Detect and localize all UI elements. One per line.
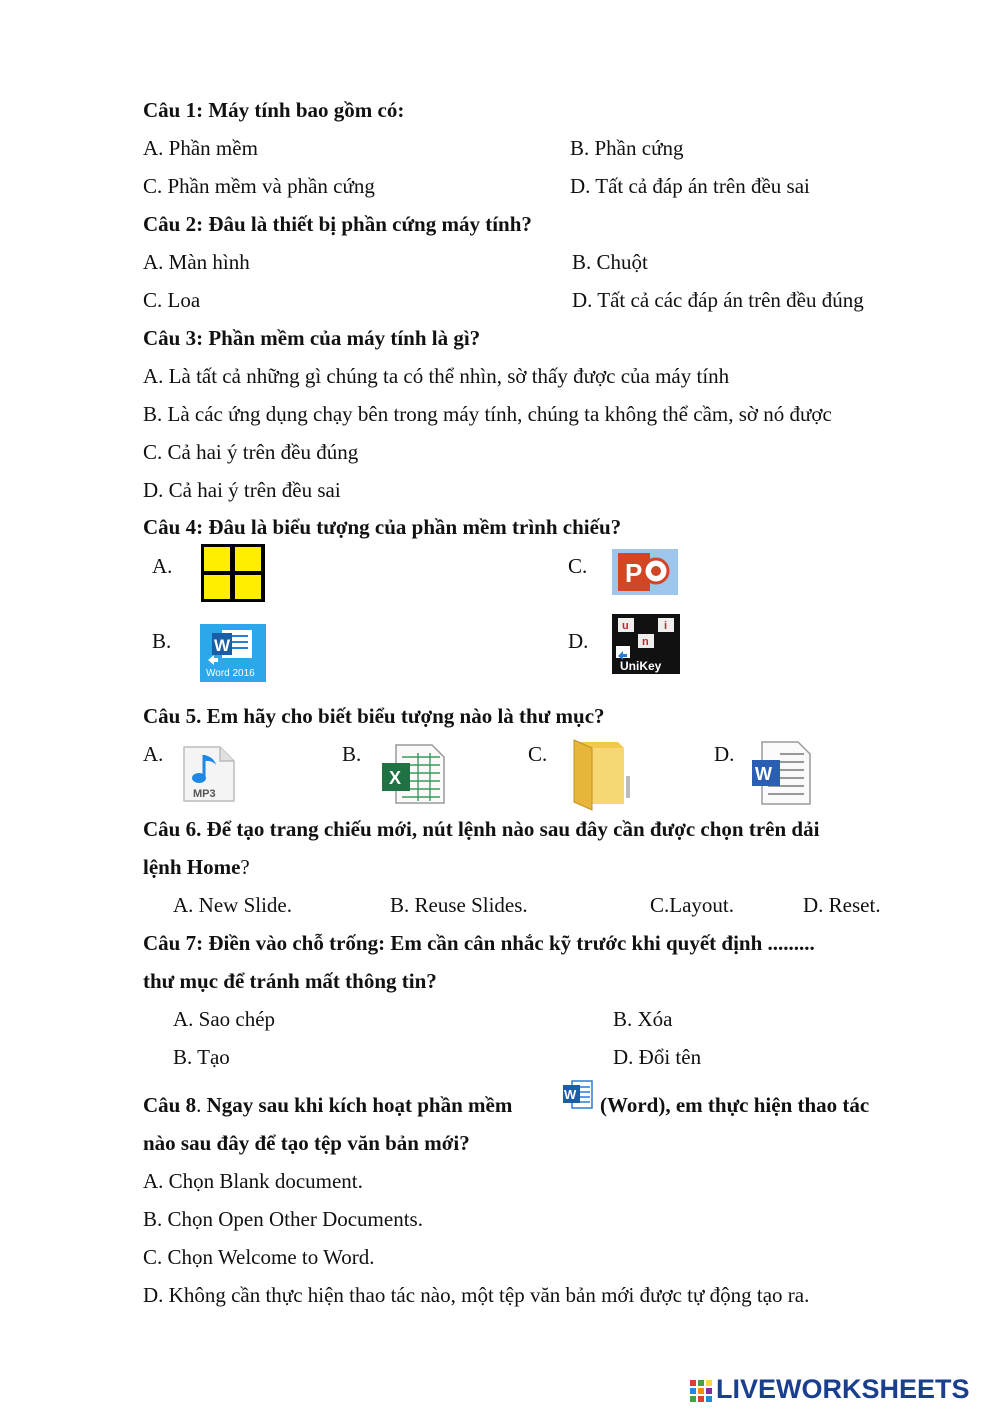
question-4-option-b-label[interactable]: B. — [152, 629, 172, 653]
question-1-option-c[interactable]: C. Phần mềm và phần cứng — [143, 174, 375, 198]
question-8-option-c[interactable]: C. Chọn Welcome to Word. — [143, 1245, 375, 1269]
liveworksheets-brand — [690, 1374, 970, 1404]
grid-squares-icon[interactable] — [200, 543, 266, 603]
question-6-option-b[interactable]: B. Reuse Slides. — [390, 893, 528, 917]
svg-text:W: W — [214, 636, 231, 655]
question-7-option-d[interactable]: D. Đổi tên — [613, 1045, 702, 1069]
question-8-number: Câu 8 — [143, 1093, 197, 1117]
svg-text:i: i — [664, 620, 668, 632]
question-3-option-b[interactable]: B. Là các ứng dụng chạy bên trong máy tính, chúng ta không thể cầm, sờ nó được — [143, 402, 832, 426]
unikey-icon[interactable] — [612, 614, 680, 674]
svg-text:n: n — [642, 636, 649, 648]
question-2-option-c[interactable]: C. Loa — [143, 288, 201, 312]
question-6-option-a[interactable]: A. New Slide. — [173, 893, 292, 917]
question-1-option-d[interactable]: D. Tất cả đáp án trên đều sai — [570, 174, 810, 198]
mp3-file-icon[interactable] — [180, 745, 240, 807]
question-7-title-line-2: thư mục để tránh mất thông tin? — [143, 969, 437, 993]
question-7-title-line-1: Câu 7: Điền vào chỗ trống: Em cần cân nhắc kỹ trước khi quyết định ......... — [143, 931, 815, 955]
question-4-option-c-label[interactable]: C. — [568, 554, 588, 578]
question-5-option-b-label[interactable]: B. — [342, 742, 362, 766]
word-file-icon[interactable] — [750, 740, 812, 810]
question-8-title-line-1 — [143, 1092, 512, 1118]
question-6-option-d[interactable]: D. Reset. — [803, 893, 881, 917]
question-4-option-a-label[interactable]: A. — [152, 554, 173, 578]
question-1-option-a[interactable]: A. Phần mềm — [143, 136, 258, 160]
question-8-title-part-1: Ngay sau khi kích hoạt phần mềm — [206, 1093, 513, 1117]
powerpoint-icon[interactable] — [612, 549, 678, 595]
word-app-icon — [562, 1080, 594, 1110]
question-2-title: Câu 2: Đâu là thiết bị phần cứng máy tính? — [143, 212, 532, 236]
svg-text:u: u — [622, 620, 629, 632]
question-3-option-a[interactable]: A. Là tất cả những gì chúng ta có thể nhìn, sờ thấy được của máy tính — [143, 364, 730, 388]
question-6-title-line-2 — [143, 854, 250, 880]
unikey-caption: UniKey — [620, 659, 662, 673]
question-5-option-d-label[interactable]: D. — [714, 742, 735, 766]
question-2-option-d[interactable]: D. Tất cả các đáp án trên đều đúng — [572, 288, 864, 312]
question-7-option-b[interactable]: B. Xóa — [613, 1007, 673, 1031]
folder-icon[interactable] — [568, 736, 634, 812]
liveworksheets-logo-icon — [690, 1380, 712, 1402]
liveworksheets-brand-text: LIVEWORKSHEETS — [716, 1374, 970, 1404]
svg-text:P: P — [625, 558, 643, 588]
question-6-title-home: lệnh Home — [143, 855, 241, 879]
question-8-option-d[interactable]: D. Không cần thực hiện thao tác nào, một tệp văn bản mới được tự động tạo ra. — [143, 1283, 810, 1307]
question-5-title: Câu 5. Em hãy cho biết biểu tượng nào là thư mục? — [143, 704, 605, 728]
svg-text:W: W — [564, 1087, 577, 1102]
question-2-option-b[interactable]: B. Chuột — [572, 250, 648, 274]
question-5-option-a-label[interactable]: A. — [143, 742, 164, 766]
question-7-option-c[interactable]: B. Tạo — [173, 1045, 230, 1069]
question-8-option-a[interactable]: A. Chọn Blank document. — [143, 1169, 363, 1193]
question-8-title-line-2: nào sau đây để tạo tệp văn bản mới? — [143, 1131, 470, 1155]
question-3-option-c[interactable]: C. Cả hai ý trên đều đúng — [143, 440, 359, 464]
question-6-option-c[interactable]: C.Layout. — [650, 893, 734, 917]
mp3-caption: MP3 — [193, 788, 216, 800]
question-4-option-d-label[interactable]: D. — [568, 629, 589, 653]
question-3-option-d[interactable]: D. Cả hai ý trên đều sai — [143, 478, 341, 502]
svg-text:W: W — [755, 764, 772, 784]
question-4-title: Câu 4: Đâu là biểu tượng của phần mềm trình chiếu? — [143, 515, 622, 539]
word-2016-caption: Word 2016 — [206, 668, 255, 679]
svg-text:X: X — [389, 768, 402, 788]
excel-file-icon[interactable] — [380, 743, 446, 807]
question-7-option-a[interactable]: A. Sao chép — [173, 1007, 276, 1031]
question-1-option-b[interactable]: B. Phần cứng — [570, 136, 684, 160]
question-5-option-c-label[interactable]: C. — [528, 742, 548, 766]
question-2-option-a[interactable]: A. Màn hình — [143, 250, 250, 274]
question-6-title-mark: ? — [240, 855, 250, 879]
word-2016-icon[interactable] — [200, 624, 266, 682]
question-6-title-line-1: Câu 6. Để tạo trang chiếu mới, nút lệnh nào sau đây cần được chọn trên dải — [143, 817, 820, 841]
question-1-title: Câu 1: Máy tính bao gồm có: — [143, 98, 405, 122]
question-8-option-b[interactable]: B. Chọn Open Other Documents. — [143, 1207, 423, 1231]
question-8-dot: . — [196, 1093, 207, 1117]
question-3-title: Câu 3: Phần mềm của máy tính là gì? — [143, 326, 481, 350]
question-8-title-part-2: (Word), em thực hiện thao tác — [600, 1093, 870, 1117]
